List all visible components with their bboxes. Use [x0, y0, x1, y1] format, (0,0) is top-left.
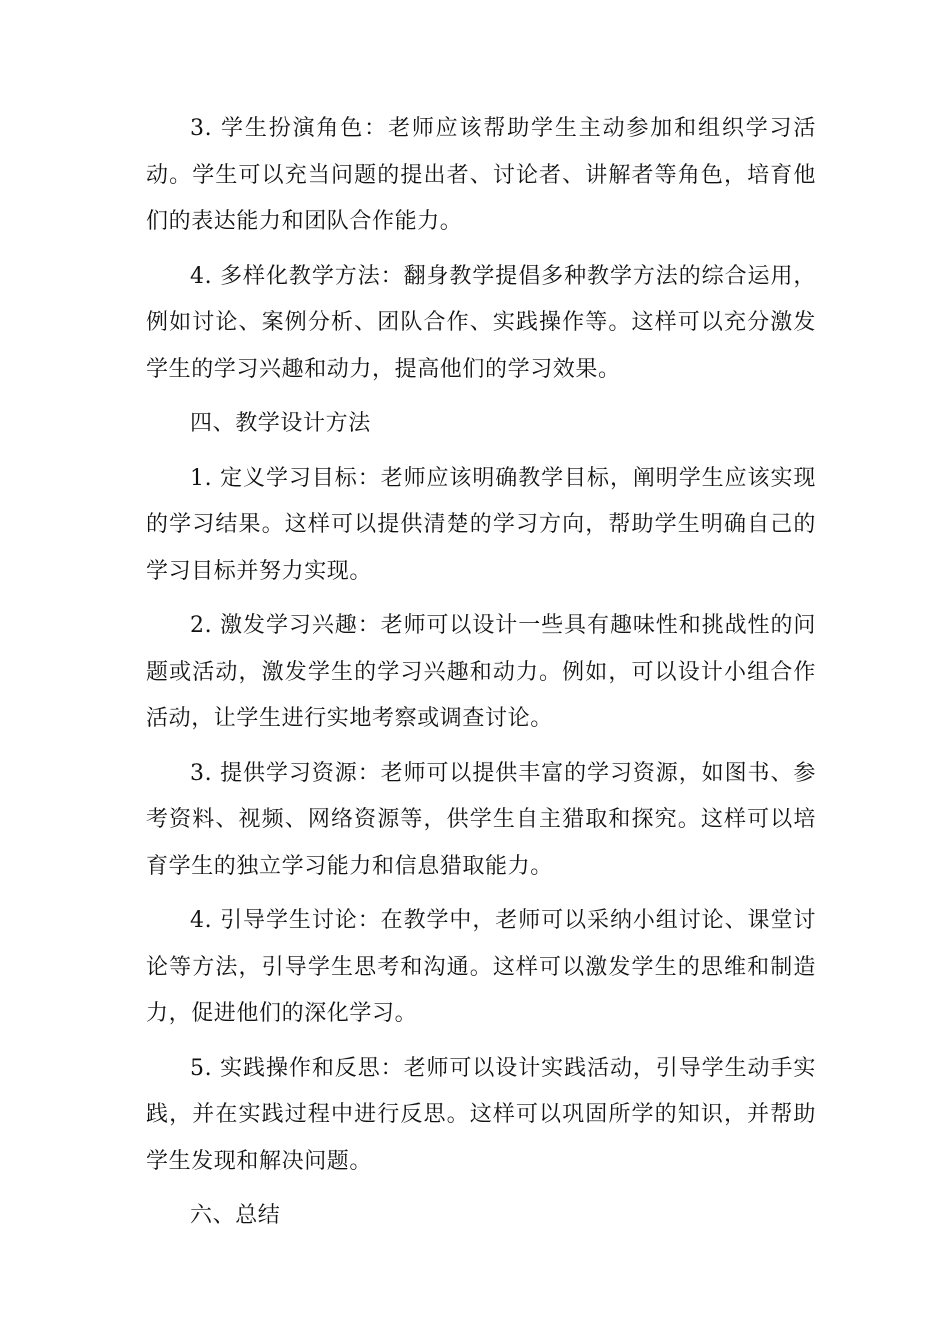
- paragraph-student-roles: 3. 学生扮演角色：老师应该帮助学生主动参加和组织学习活动。学生可以充当问题的提出者、讨论者、讲解者等角色，培育他们的表达能力和团队合作能力。: [146, 116, 816, 234]
- document-body: [146, 106, 816, 1248]
- paragraph-practice-reflection: 5. 实践操作和反思：老师可以设计实践活动，引导学生动手实践，并在实践过程中进行反思。这样可以巩固所学的知识，并帮助学生发现和解决问题。: [146, 1055, 816, 1174]
- paragraph-provide-resources: 3. 提供学习资源：老师可以提供丰富的学习资源，如图书、参考资料、视频、网络资源等，供学生自主猎取和探究。这样可以培育学生的独立学习能力和信息猎取能力。: [146, 760, 816, 879]
- paragraph-guide-discussion: 4. 引导学生讨论：在教学中，老师可以采纳小组讨论、课堂讨论等方法，引导学生思考和沟通。这样可以激发学生的思维和制造力，促进他们的深化学习。: [146, 908, 816, 1026]
- paragraph-diverse-methods: 4. 多样化教学方法：翻身教学提倡多种教学方法的综合运用，例如讨论、案例分析、团队合作、实践操作等。这样可以充分激发学生的学习兴趣和动力，提高他们的学习效果。: [146, 263, 816, 382]
- section-heading-summary: 六、总结: [190, 1203, 281, 1228]
- paragraph-define-goals: 1. 定义学习目标：老师应该明确教学目标，阐明学生应该实现的学习结果。这样可以提供清楚的学习方向，帮助学生明确自己的学习目标并努力实现。: [146, 465, 816, 584]
- paragraph-stimulate-interest: 2. 激发学习兴趣：老师可以设计一些具有趣味性和挑战性的问题或活动，激发学生的学习兴趣和动力。例如，可以设计小组合作活动，让学生进行实地考察或调查讨论。: [146, 613, 816, 731]
- section-heading-design-methods: 四、教学设计方法: [190, 411, 371, 436]
